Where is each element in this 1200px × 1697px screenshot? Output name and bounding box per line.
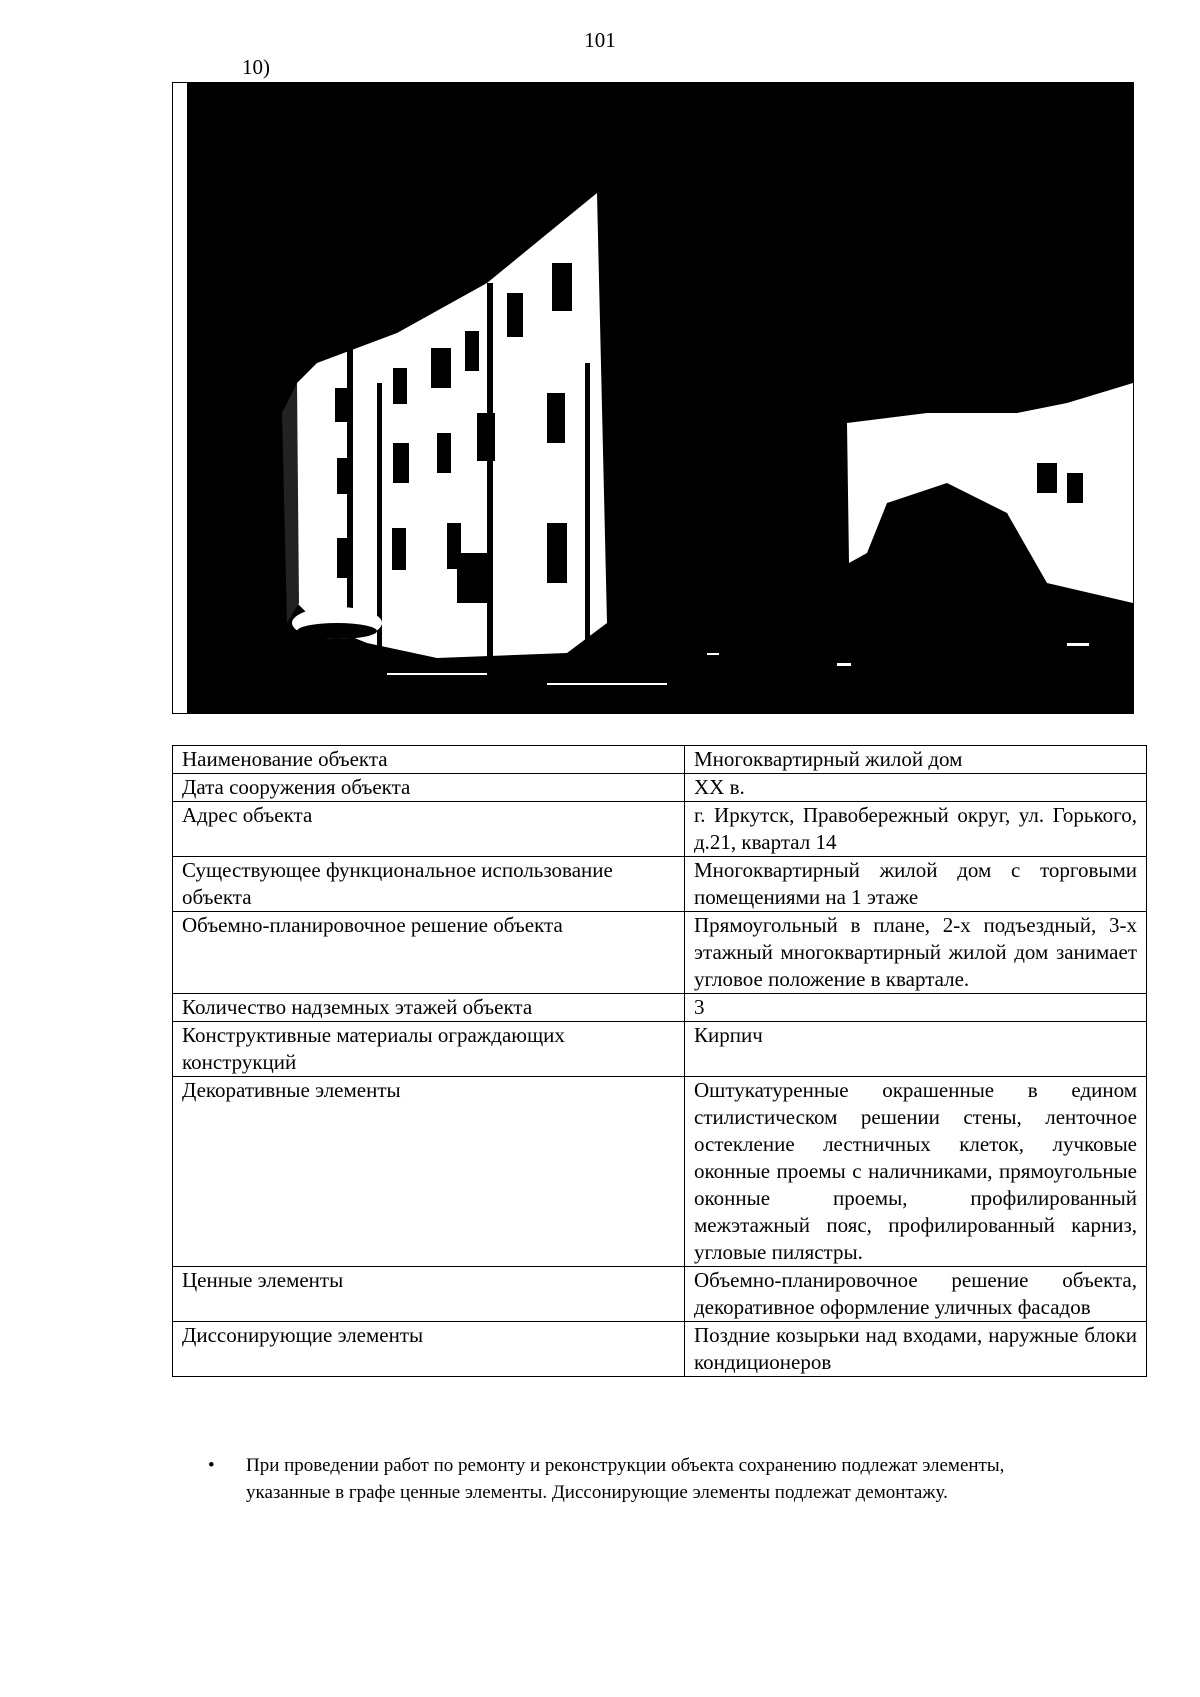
table-row (173, 1022, 1147, 1077)
object-info-table (172, 745, 1147, 1377)
row-value: Оштукатуренные окрашенные в едином стилистическом решении стены, ленточное остекление лестничных клеток, лучковые оконные проемы с наличниками, прямоугольные оконные проемы, профилированный межэтажный пояс, профилированный карниз, угловые пилястры. (685, 1077, 1147, 1267)
row-label: Диссонирующие элементы (173, 1322, 685, 1377)
page-number: 101 (584, 28, 616, 52)
footnote (208, 1452, 1088, 1506)
table-row (173, 912, 1147, 994)
building-photo (187, 83, 1133, 713)
item-number: 10) (242, 55, 270, 79)
row-label: Количество надземных этажей объекта (173, 994, 685, 1022)
row-label: Существующее функциональное использование объекта (173, 857, 685, 912)
row-value: Кирпич (685, 1022, 1147, 1077)
photo-frame (172, 82, 1134, 714)
row-value: г. Иркутск, Правобережный округ, ул. Горького, д.21, квартал 14 (685, 802, 1147, 857)
row-label: Дата сооружения объекта (173, 774, 685, 802)
row-label: Объемно-планировочное решение объекта (173, 912, 685, 994)
table-row (173, 746, 1147, 774)
table-row (173, 774, 1147, 802)
table-row (173, 994, 1147, 1022)
table-row (173, 802, 1147, 857)
row-label: Декоративные элементы (173, 1077, 685, 1267)
bullet-icon: • (208, 1455, 215, 1476)
footnote-text: При проведении работ по ремонту и реконструкции объекта сохранению подлежат элементы, указанные в графе ценные элементы. Диссонирующие элементы подлежат демонтажу. (246, 1455, 1005, 1503)
row-value: Объемно-планировочное решение объекта, декоративное оформление уличных фасадов (685, 1267, 1147, 1322)
row-label: Ценные элементы (173, 1267, 685, 1322)
row-value: 3 (685, 994, 1147, 1022)
table-row (173, 1322, 1147, 1377)
row-value: Многоквартирный жилой дом с торговыми помещениями на 1 этаже (685, 857, 1147, 912)
row-value: Поздние козырьки над входами, наружные блоки кондиционеров (685, 1322, 1147, 1377)
row-label: Адрес объекта (173, 802, 685, 857)
table-row (173, 857, 1147, 912)
row-label: Конструктивные материалы ограждающих конструкций (173, 1022, 685, 1077)
row-value: Многоквартирный жилой дом (685, 746, 1147, 774)
row-value: XX в. (685, 774, 1147, 802)
row-label: Наименование объекта (173, 746, 685, 774)
table-row (173, 1077, 1147, 1267)
row-value: Прямоугольный в плане, 2-х подъездный, 3-х этажный многоквартирный жилой дом занимает угловое положение в квартале. (685, 912, 1147, 994)
table-row (173, 1267, 1147, 1322)
